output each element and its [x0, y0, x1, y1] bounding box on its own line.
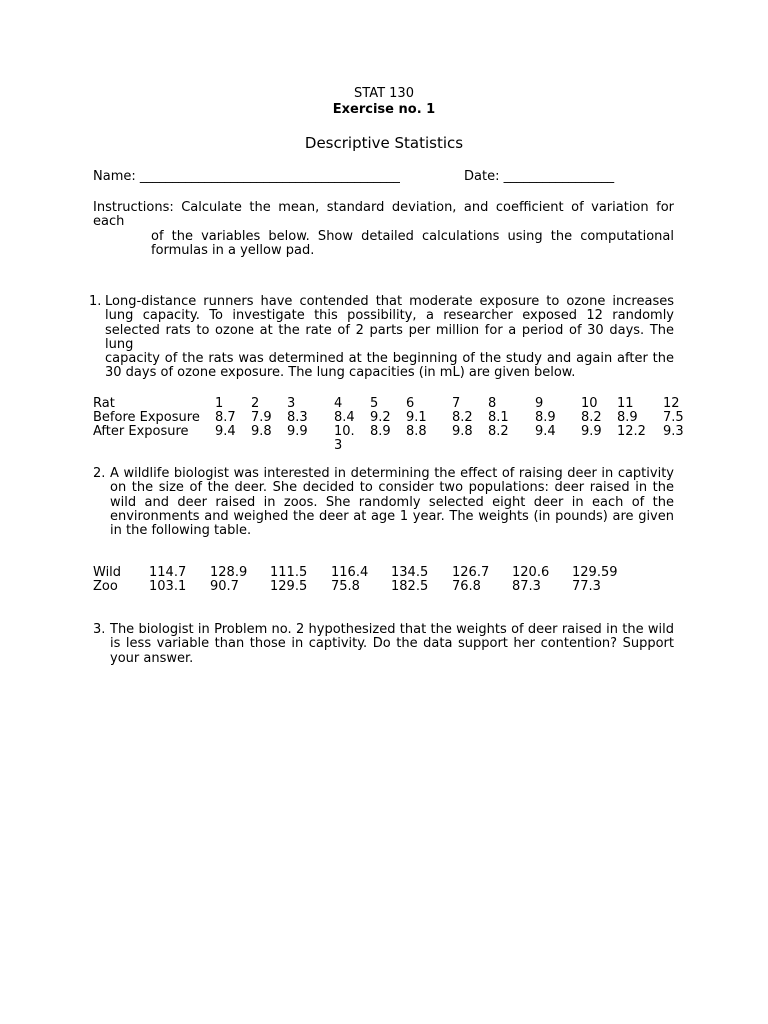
after-value: 9.8 [452, 424, 473, 439]
row-label-rat: Rat [93, 396, 115, 411]
zoo-value: 75.8 [331, 579, 360, 594]
problem-line: Long-distance runners have contended that moderate exposure to ozone increases [105, 294, 674, 309]
after-value: 9.8 [251, 424, 272, 439]
after-value: 9.4 [535, 424, 556, 439]
after-value: 9.9 [287, 424, 308, 439]
rat-number: 11 [617, 396, 634, 411]
row-label-zoo: Zoo [93, 579, 118, 594]
after-value: 9.4 [215, 424, 236, 439]
wild-value: 126.7 [452, 565, 490, 580]
rat-number: 1 [215, 396, 224, 411]
zoo-value: 77.3 [572, 579, 601, 594]
problem-line: capacity of the rats was determined at the beginning of the study and again after the [105, 351, 674, 367]
before-value: 8.1 [488, 410, 509, 425]
wild-value: 129.59 [572, 565, 618, 580]
row-label-wild: Wild [93, 565, 122, 580]
instructions-line: Instructions: Calculate the mean, standard deviation, and coefficient of variation for each [93, 200, 674, 230]
zoo-value: 129.5 [270, 579, 308, 594]
instructions-line: formulas in a yellow pad. [151, 242, 315, 258]
wild-value: 111.5 [270, 565, 308, 580]
problem-line: is less variable than those in captivity. Do the data support her contention? Support [110, 636, 674, 652]
rat-number: 6 [406, 396, 415, 411]
before-value: 9.1 [406, 410, 427, 425]
after-value: 10. [334, 424, 355, 439]
wild-value: 114.7 [149, 565, 187, 580]
rat-number: 10 [581, 396, 598, 411]
problem-2-number: 2. [93, 466, 106, 481]
before-value: 7.5 [663, 410, 684, 425]
rat-number: 5 [370, 396, 379, 411]
rat-number: 9 [535, 396, 544, 411]
after-value: 12.2 [617, 424, 646, 439]
before-value: 8.2 [452, 410, 473, 425]
problem-line: on the size of the deer. She decided to consider two populations: deer raised in the [110, 480, 674, 496]
rat-number: 12 [663, 396, 680, 411]
zoo-value: 103.1 [149, 579, 187, 594]
before-value: 7.9 [251, 410, 272, 425]
date-field: Date: _________________ [464, 169, 615, 184]
wild-value: 134.5 [391, 565, 429, 580]
before-value: 8.2 [581, 410, 602, 425]
before-value: 8.4 [334, 410, 355, 425]
problem-line: lung capacity. To investigate this possibility, a researcher exposed 12 randomly [105, 308, 674, 324]
document-title: Descriptive Statistics [304, 134, 464, 152]
problem-1-text [105, 295, 674, 381]
name-field: Name: ________________________________________ [93, 169, 400, 184]
problem-line: selected rats to ozone at the rate of 2 parts per million for a period of 30 days. The lung [105, 322, 674, 352]
before-value: 8.9 [617, 410, 638, 425]
row-label-after: After Exposure [93, 424, 189, 439]
problem-3-text [110, 623, 674, 666]
rat-number: 8 [488, 396, 497, 411]
zoo-value: 90.7 [210, 579, 239, 594]
problem-line: your answer. [110, 650, 194, 666]
problem-3-number: 3. [93, 622, 106, 637]
problem-line: 30 days of ozone exposure. The lung capacities (in mL) are given below. [105, 365, 576, 381]
instructions [93, 201, 674, 258]
after-value: 8.8 [406, 424, 427, 439]
problem-2-text [110, 467, 674, 538]
after-value: 8.2 [488, 424, 509, 439]
problem-line: in the following table. [110, 523, 252, 539]
wild-value: 120.6 [512, 565, 550, 580]
problem-line: environments and weighed the deer at age 1 year. The weights (in pounds) are given [110, 508, 674, 524]
before-value: 9.2 [370, 410, 391, 425]
rat-number: 2 [251, 396, 260, 411]
wild-value: 116.4 [331, 565, 369, 580]
instructions-line: of the variables below. Show detailed calculations using the computational [151, 228, 674, 244]
wild-value: 128.9 [210, 565, 248, 580]
problem-line: wild and deer raised in zoos. She randomly selected eight deer in each of the [110, 494, 674, 510]
zoo-value: 182.5 [391, 579, 429, 594]
after-value: 9.3 [663, 424, 684, 439]
problem-line: The biologist in Problem no. 2 hypothesized that the weights of deer raised in the wild [110, 622, 674, 637]
before-value: 8.9 [535, 410, 556, 425]
before-value: 8.7 [215, 410, 236, 425]
problem-1-number: 1. [89, 294, 102, 309]
row-label-before: Before Exposure [93, 410, 200, 425]
course-code: STAT 130 [354, 86, 414, 101]
problem-line: A wildlife biologist was interested in determining the effect of raising deer in captivity [110, 466, 674, 481]
after-value: 9.9 [581, 424, 602, 439]
rat-number: 4 [334, 396, 343, 411]
zoo-value: 76.8 [452, 579, 481, 594]
after-value: 8.9 [370, 424, 391, 439]
before-value: 8.3 [287, 410, 308, 425]
after-value-wrap: 3 [334, 438, 343, 453]
rat-number: 7 [452, 396, 461, 411]
exercise-number: Exercise no. 1 [332, 102, 436, 117]
rat-number: 3 [287, 396, 296, 411]
zoo-value: 87.3 [512, 579, 541, 594]
